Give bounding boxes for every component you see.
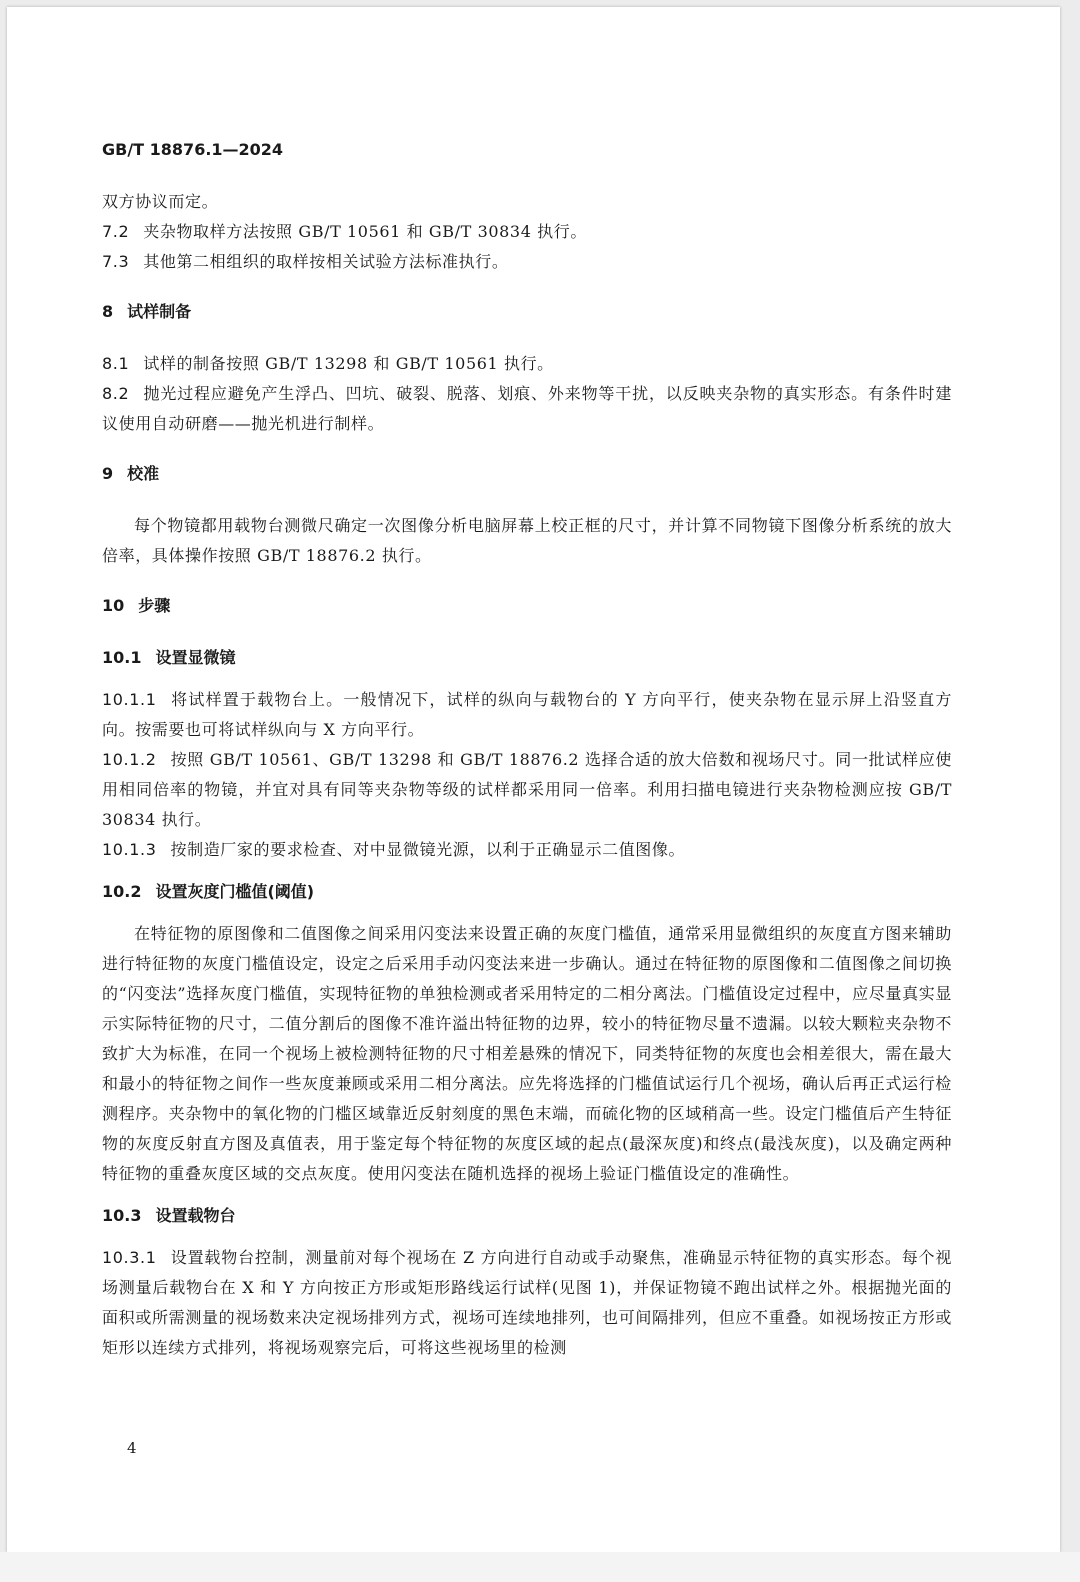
page-number: 4: [127, 1439, 137, 1457]
clause-7-2: [102, 217, 952, 247]
clause-number: 7.3: [102, 252, 130, 271]
subsection-title: 设置灰度门槛值(阈值): [155, 882, 315, 901]
section-heading-8: [102, 297, 952, 327]
clause-number: 8.1: [102, 354, 130, 373]
section-title: 步骤: [138, 596, 171, 615]
clause-number: 7.2: [102, 222, 130, 241]
section-number: 9: [102, 464, 114, 483]
subsection-title: 设置载物台: [155, 1206, 236, 1225]
clause-10-1-2: [102, 745, 952, 835]
clause-text: 设置载物台控制，测量前对每个视场在 Z 方向进行自动或手动聚焦，准确显示特征物的真实形态。每个视场测量后载物台在 X 和 Y 方向按正方形或矩形路线运行试样(见图 1)，并保证物镜不跑出试样之外。根据抛光面的面积或所需测量的视场数来决定视场排列方式，视场可连续地排列，也可间隔排列，但应不重叠。如视场按正方形或矩形以连续方式排列，将视场观察完后，可将这些视场里的检测: [102, 1248, 952, 1357]
subsection-number: 10.3: [102, 1206, 142, 1225]
section-heading-10: [102, 591, 952, 621]
clause-text: 其他第二相组织的取样按相关试验方法标准执行。: [143, 252, 509, 271]
bottom-margin: [0, 1552, 1080, 1582]
subsection-heading-10-1: [102, 643, 952, 673]
clause-10-1-3: [102, 835, 952, 865]
clause-text: 抛光过程应避免产生浮凸、凹坑、破裂、脱落、划痕、外来物等干扰，以反映夹杂物的真实形态。有条件时建议使用自动研磨——抛光机进行制样。: [102, 384, 952, 433]
clause-text: 按照 GB/T 10561、GB/T 13298 和 GB/T 18876.2 选择合适的放大倍数和视场尺寸。同一批试样应使用相同倍率的物镜，并宜对具有同等夹杂物等级的试样都采用同一倍率。利用扫描电镜进行夹杂物检测应按 GB/T 30834 执行。: [102, 750, 952, 829]
subsection-heading-10-2: [102, 877, 952, 907]
document-page: [7, 7, 1060, 1552]
clause-text: 试样的制备按照 GB/T 13298 和 GB/T 10561 执行。: [143, 354, 554, 373]
paragraph-continuation: 双方协议而定。: [102, 192, 219, 211]
clause-8-1: [102, 349, 952, 379]
standard-number-header: GB/T 18876.1—2024: [102, 140, 284, 159]
subsection-number: 10.1: [102, 648, 142, 667]
clause-10-1-1: [102, 685, 952, 745]
clause-text: 将试样置于载物台上。一般情况下，试样的纵向与载物台的 Y 方向平行，使夹杂物在显示屏上沿竖直方向。按需要也可将试样纵向与 X 方向平行。: [102, 690, 952, 739]
section-title: 试样制备: [127, 302, 192, 321]
section-number: 8: [102, 302, 114, 321]
paragraph-threshold: 在特征物的原图像和二值图像之间采用闪变法来设置正确的灰度门槛值，通常采用显微组织的灰度直方图来辅助进行特征物的灰度门槛值设定，设定之后采用手动闪变法来进一步确认。通过在特征物的原图像和二值图像之间切换的“闪变法”选择灰度门槛值，实现特征物的单独检测或者采用特定的二相分离法。门槛值设定过程中，应尽量真实显示实际特征物的尺寸，二值分割后的图像不准许溢出特征物的边界，较小的特征物尽量不遗漏。以较大颗粒夹杂物不致扩大为标准，在同一个视场上被检测特征物的尺寸相差悬殊的情况下，同类特征物的灰度也会相差很大，需在最大和最小的特征物之间作一些灰度兼顾或采用二相分离法。应先将选择的门槛值试运行几个视场，确认后再正式运行检测程序。夹杂物中的氧化物的门槛区域靠近反射刻度的黑色末端，而硫化物的区域稍高一些。设定门槛值后产生特征物的灰度反射直方图及真值表，用于鉴定每个特征物的灰度区域的起点(最深灰度)和终点(最浅灰度)，以及确定两种特征物的重叠灰度区域的交点灰度。使用闪变法在随机选择的视场上验证门槛值设定的准确性。: [102, 924, 952, 1183]
clause-text: 按制造厂家的要求检查、对中显微镜光源，以利于正确显示二值图像。: [170, 840, 686, 859]
paragraph-calibration: 每个物镜都用载物台测微尺确定一次图像分析电脑屏幕上校正框的尺寸，并计算不同物镜下图像分析系统的放大倍率，具体操作按照 GB/T 18876.2 执行。: [102, 516, 952, 565]
subsection-number: 10.2: [102, 882, 142, 901]
clause-number: 8.2: [102, 384, 130, 403]
clause-text: 夹杂物取样方法按照 GB/T 10561 和 GB/T 30834 执行。: [143, 222, 587, 241]
clause-10-3-1: [102, 1243, 952, 1363]
page-content: [102, 135, 952, 1363]
clause-number: 10.1.2: [102, 750, 157, 769]
clause-7-3: [102, 247, 952, 277]
section-title: 校准: [127, 464, 160, 483]
section-number: 10: [102, 596, 125, 615]
section-heading-9: [102, 459, 952, 489]
subsection-title: 设置显微镜: [155, 648, 236, 667]
clause-number: 10.3.1: [102, 1248, 157, 1267]
clause-number: 10.1.3: [102, 840, 157, 859]
subsection-heading-10-3: [102, 1201, 952, 1231]
clause-8-2: [102, 379, 952, 439]
clause-number: 10.1.1: [102, 690, 157, 709]
